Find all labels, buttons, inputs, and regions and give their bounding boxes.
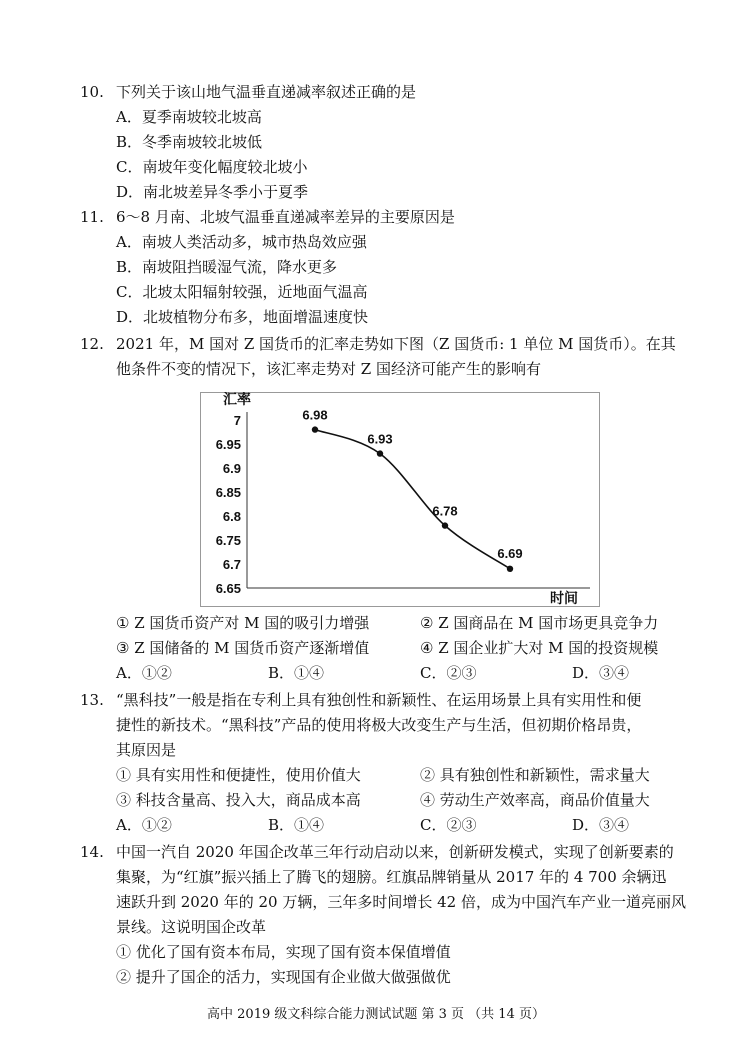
q13-stem-line2: 捷性的新技术。“黑科技”产品的使用将极大改变生产与生活，但初期价格昂贵， [116, 716, 642, 734]
y-tick-label: 6.85 [215, 485, 241, 500]
series-line [315, 430, 510, 569]
q10-option-d: D．南北坡差异冬季小于夏季 [116, 183, 309, 201]
q13-stem-line3: 其原因是 [116, 741, 177, 759]
q11-option-d: D．北坡植物分布多，地面增温速度快 [116, 308, 369, 326]
data-label: 6.69 [497, 545, 523, 561]
q11-option-c: C．北坡太阳辐射较强，近地面气温高 [116, 283, 368, 301]
y-tick-label: 6.65 [215, 581, 241, 596]
q14-stem-line1: 中国一汽自 2020 年国企改革三年行动启动以来，创新研发模式，实现了创新要素的 [116, 843, 674, 861]
q12-choice-a: A．①② [116, 664, 172, 682]
x-axis-label: 时间 [550, 590, 578, 606]
q14-statement-1: ① 优化了国有资本布局，实现了国有资本保值增值 [116, 943, 451, 961]
q14-stem-line4: 景线。这说明国企改革 [116, 918, 267, 936]
q12-choice-d: D．③④ [572, 664, 630, 682]
q11-option-b: B．南坡阻挡暖湿气流，降水更多 [116, 258, 338, 276]
q11-option-a: A．南坡人类活动多，城市热岛效应强 [116, 233, 367, 251]
q13-number: 13. [80, 691, 104, 709]
q13-choice-d: D．③④ [572, 816, 630, 834]
q11-number: 11. [80, 208, 104, 226]
data-point [377, 450, 383, 456]
y-axis-label: 汇率 [223, 392, 251, 407]
q10-option-c: C．南坡年变化幅度较北坡小 [116, 158, 308, 176]
data-point [507, 566, 513, 572]
q10-number: 10. [80, 83, 104, 101]
q14-statement-2: ② 提升了国企的活力，实现国有企业做大做强做优 [116, 968, 451, 986]
q11-stem: 6～8 月南、北坡气温垂直递减率差异的主要原因是 [116, 208, 455, 226]
data-label: 6.78 [432, 503, 458, 519]
y-tick-label: 6.7 [222, 557, 241, 572]
q10-stem: 下列关于该山地气温垂直递减率叙述正确的是 [116, 83, 417, 101]
y-tick-label: 6.9 [222, 461, 241, 476]
q12-statement-1: ① Z 国货币资产对 M 国的吸引力增强 [116, 614, 370, 632]
exchange-rate-chart-svg [200, 392, 600, 607]
page-footer: 高中 2019 级文科综合能力测试试题 第 3 页 （共 14 页） [207, 1007, 545, 1022]
q12-statement-3: ③ Z 国储备的 M 国货币资产逐渐增值 [116, 639, 370, 657]
data-point [312, 426, 318, 432]
q12-choice-b: B．①④ [268, 664, 325, 682]
q12-choice-c: C．②③ [420, 664, 477, 682]
q13-stem-line1: “黑科技”一般是指在专利上具有独创性和新颖性、在运用场景上具有实用性和便 [116, 691, 642, 709]
q12-statement-2: ② Z 国商品在 M 国市场更具竞争力 [420, 614, 659, 632]
q10-option-a: A．夏季南坡较北坡高 [116, 108, 262, 126]
data-label: 6.98 [302, 407, 328, 423]
q14-stem-line2: 集聚，为“红旗”振兴插上了腾飞的翅膀。红旗品牌销量从 2017 年的 4 700 余辆迅 [116, 868, 667, 886]
q13-statement-3: ③ 科技含量高、投入大，商品成本高 [116, 791, 361, 809]
q12-stem-line1: 2021 年，M 国对 Z 国货币的汇率走势如下图（Z 国货币: 1 单位 M 国货币）。在其 [116, 335, 676, 353]
q14-number: 14. [80, 843, 104, 861]
q13-choice-a: A．①② [116, 816, 172, 834]
y-tick-label: 6.8 [222, 509, 241, 524]
q13-statement-1: ① 具有实用性和便捷性，使用价值大 [116, 766, 361, 784]
q13-choice-b: B．①④ [268, 816, 325, 834]
exchange-rate-chart [200, 392, 600, 607]
q14-stem-line3: 速跃升到 2020 年的 20 万辆，三年多时间增长 42 倍，成为中国汽车产业一道亮丽风 [116, 893, 686, 911]
chart-frame [201, 393, 600, 607]
q12-stem-line2: 他条件不变的情况下，该汇率走势对 Z 国经济可能产生的影响有 [116, 360, 541, 378]
q13-choice-c: C．②③ [420, 816, 477, 834]
q12-statement-4: ④ Z 国企业扩大对 M 国的投资规模 [420, 639, 659, 657]
q12-number: 12. [80, 335, 104, 353]
q13-statement-4: ④ 劳动生产效率高，商品价值量大 [420, 791, 650, 809]
data-label: 6.93 [367, 431, 393, 447]
y-tick-label: 6.75 [215, 533, 241, 548]
y-tick-label: 6.95 [215, 437, 241, 452]
q10-option-b: B．冬季南坡较北坡低 [116, 133, 263, 151]
y-tick-label: 7 [233, 413, 241, 428]
data-point [442, 522, 448, 528]
q13-statement-2: ② 具有独创性和新颖性，需求量大 [420, 766, 650, 784]
